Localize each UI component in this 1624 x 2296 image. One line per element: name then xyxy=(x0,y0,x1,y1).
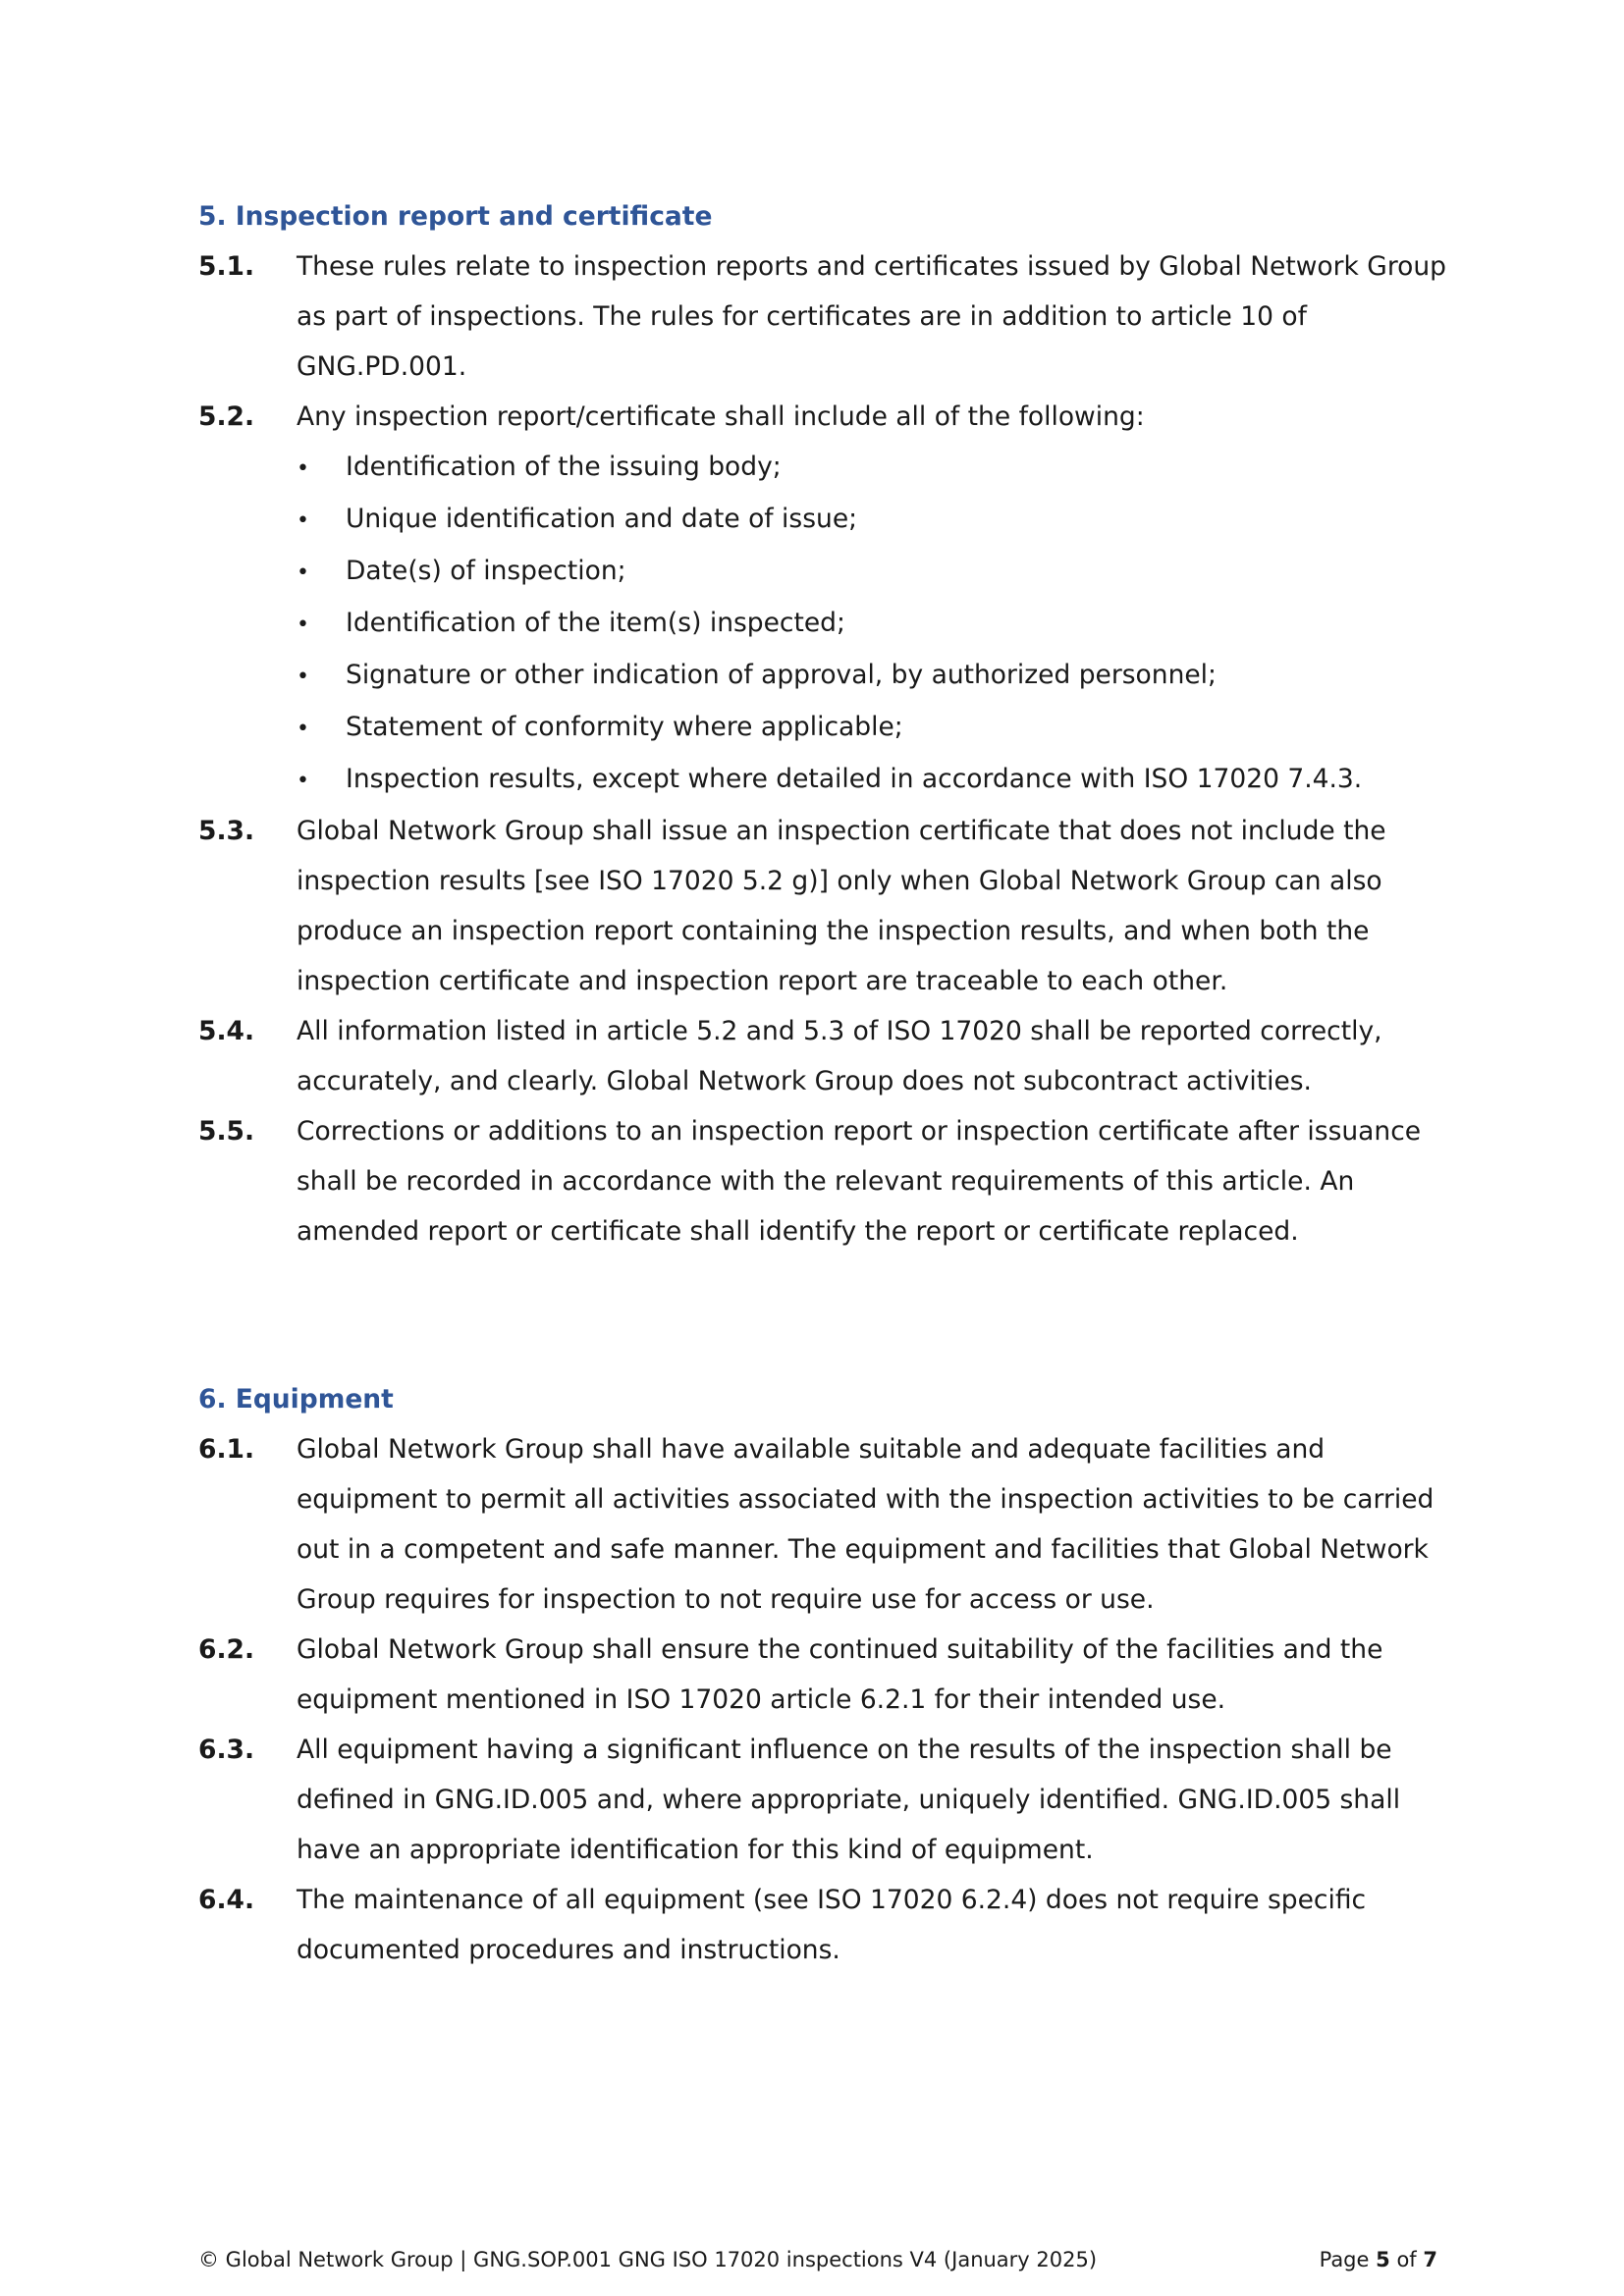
list-item-text: Inspection results, except where detailed in accordance with ISO 17020 7.4.3. xyxy=(346,764,1363,794)
list-item xyxy=(297,546,1455,598)
bullet-icon xyxy=(297,650,346,702)
page-footer xyxy=(198,2246,1437,2273)
clause-number: 5.3. xyxy=(198,816,255,846)
clause-number: 6.2. xyxy=(198,1634,255,1665)
bullet-icon xyxy=(297,754,346,806)
list-item xyxy=(297,650,1455,702)
list-item-text: Unique identification and date of issue; xyxy=(346,504,858,534)
clause-number: 5.2. xyxy=(198,401,255,432)
bullet-icon xyxy=(297,546,346,598)
clause-text: These rules relate to inspection reports and certificates issued by Global Network Group as part of inspections. The rules for certificates are in addition to article 10 of GNG.PD.001. xyxy=(297,251,1446,382)
bullet-icon xyxy=(297,702,346,754)
clause-5-5 xyxy=(198,1106,1455,1256)
bullet-icon xyxy=(297,598,346,650)
clause-text: Any inspection report/certificate shall include all of the following: xyxy=(297,401,1145,432)
clause-text: All information listed in article 5.2 and 5.3 of ISO 17020 shall be reported correctly, accurately, and clearly. Global Network Group does not subcontract activities. xyxy=(297,1016,1382,1096)
list-item xyxy=(297,754,1455,806)
bullet-icon xyxy=(297,442,346,494)
clause-number: 5.1. xyxy=(198,251,255,282)
clause-number: 5.5. xyxy=(198,1116,255,1147)
clause-6-1 xyxy=(198,1424,1455,1625)
list-item-text: Date(s) of inspection; xyxy=(346,556,626,586)
section-heading: 5. Inspection report and certificate xyxy=(198,201,713,232)
clause-5-3 xyxy=(198,806,1455,1006)
clause-5-4 xyxy=(198,1006,1455,1106)
list-item xyxy=(297,598,1455,650)
section-6 xyxy=(198,1374,1455,1975)
clause-6-3 xyxy=(198,1725,1455,1875)
page-of-label: of xyxy=(1396,2248,1417,2271)
clause-body xyxy=(297,392,1455,806)
list-item-text: Identification of the item(s) inspected; xyxy=(346,608,845,638)
section-5 xyxy=(198,191,1455,1256)
page-number xyxy=(1320,2246,1437,2273)
list-item-text: Statement of conformity where applicable; xyxy=(346,712,903,742)
page-total: 7 xyxy=(1423,2248,1437,2271)
bullet-icon xyxy=(297,494,346,546)
clause-text: Corrections or additions to an inspection report or inspection certificate after issuance shall be recorded in accordance with the relevant requirements of this article. An amended report or certificate shall identify the report or certificate replaced. xyxy=(297,1116,1422,1247)
clause-number: 6.3. xyxy=(198,1735,255,1765)
footer-copyright: © Global Network Group | GNG.SOP.001 GNG ISO 17020 inspections V4 (January 2025) xyxy=(198,2248,1098,2271)
clause-text: Global Network Group shall ensure the continued suitability of the facilities and the equipment mentioned in ISO 17020 article 6.2.1 for their intended use. xyxy=(297,1634,1383,1715)
page-current: 5 xyxy=(1376,2248,1390,2271)
list-item-text: Signature or other indication of approval, by authorized personnel; xyxy=(346,660,1217,690)
list-item xyxy=(297,494,1455,546)
clause-6-4 xyxy=(198,1875,1455,1975)
list-item-text: Identification of the issuing body; xyxy=(346,452,782,482)
clause-text: Global Network Group shall issue an inspection certificate that does not include the inspection results [see ISO 17020 5.2 g)] only when Global Network Group can also produce an inspection report containing the inspection results, and when both the inspection certificate and inspection report are traceable to each other. xyxy=(297,816,1386,996)
clause-number: 6.1. xyxy=(198,1434,255,1465)
bullet-list xyxy=(297,442,1455,806)
section-heading: 6. Equipment xyxy=(198,1384,394,1415)
list-item xyxy=(297,702,1455,754)
list-item xyxy=(297,442,1455,494)
clause-text: All equipment having a significant influence on the results of the inspection shall be defined in GNG.ID.005 and, where appropriate, uniquely identified. GNG.ID.005 shall have an appropriate identification for this kind of equipment. xyxy=(297,1735,1401,1865)
clause-text: The maintenance of all equipment (see ISO 17020 6.2.4) does not require specific documented procedures and instructions. xyxy=(297,1885,1367,1965)
clause-text: Global Network Group shall have available suitable and adequate facilities and equipment to permit all activities associated with the inspection activities to be carried out in a competent and safe manner. The equipment and facilities that Global Network Group requires for inspection to not require use for access or use. xyxy=(297,1434,1435,1615)
clause-5-2 xyxy=(198,392,1455,806)
clause-number: 5.4. xyxy=(198,1016,255,1046)
clause-6-2 xyxy=(198,1625,1455,1725)
page-label: Page xyxy=(1319,2248,1370,2271)
clause-5-1 xyxy=(198,241,1455,392)
clause-number: 6.4. xyxy=(198,1885,255,1915)
